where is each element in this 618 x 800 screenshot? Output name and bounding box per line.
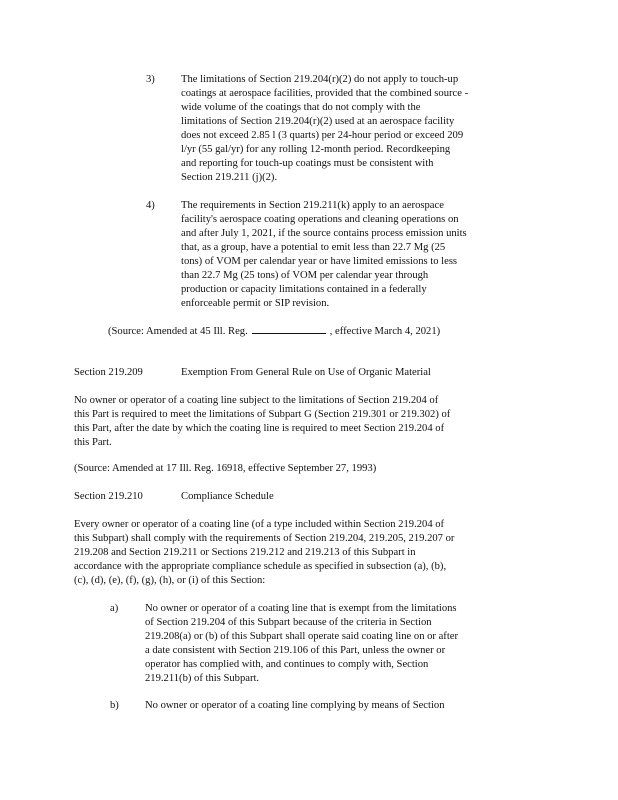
- section-209-number: Section 219.209: [74, 367, 143, 378]
- text-line: operator has complied with, and continues to comply with, Section: [145, 659, 429, 670]
- subsection-b-label: b): [110, 700, 119, 711]
- section-209-title: Exemption From General Rule on Use of Organic Material: [181, 367, 431, 378]
- text-line: wide volume of the coatings that do not comply with the: [181, 102, 421, 113]
- item-4-number: 4): [146, 200, 155, 211]
- section-210-number: Section 219.210: [74, 491, 143, 502]
- item-3-number: 3): [146, 74, 155, 85]
- section-210-title: Compliance Schedule: [181, 491, 274, 502]
- text-line: and reporting for touch-up coatings must be consistent with: [181, 158, 434, 169]
- text-line: that, as a group, have a potential to emit less than 22.7 Mg (25: [181, 242, 446, 253]
- text-line: limitations of Section 219.204(r)(2) used at an aerospace facility: [181, 116, 455, 127]
- text-line: coatings at aerospace facilities, provided that the combined source -: [181, 88, 469, 99]
- text-line: this Subpart) shall comply with the requirements of Section 219.204, 219.205, 219.207 or: [74, 533, 455, 544]
- text-line: The limitations of Section 219.204(r)(2) do not apply to touch-up: [181, 74, 459, 85]
- text-line: tons) of VOM per calendar year or have limited emissions to less: [181, 256, 458, 267]
- source-note: [108, 324, 440, 338]
- text-line: 219.208 and Section 219.211 or Sections 219.212 and 219.213 of this Subpart in: [74, 547, 416, 558]
- text-line: l/yr (55 gal/yr) for any rolling 12-month period. Recordkeeping: [181, 144, 451, 155]
- text-line: enforceable permit or SIP revision.: [181, 298, 330, 309]
- text-line: The requirements in Section 219.211(k) apply to an aerospace: [181, 200, 444, 211]
- text-line: No owner or operator of a coating line that is exempt from the limitations: [145, 603, 457, 614]
- text-line: accordance with the appropriate compliance schedule as specified in subsection (a), (b),: [74, 561, 447, 572]
- blank-underline: [252, 324, 326, 334]
- text-line: of Section 219.204 of this Subpart because of the criteria in Section: [145, 617, 432, 628]
- text-line: Section 219.211 (j)(2).: [181, 172, 278, 183]
- section-209-source: (Source: Amended at 17 Ill. Reg. 16918, effective September 27, 1993): [74, 463, 377, 474]
- subsection-a-label: a): [110, 603, 119, 614]
- text-line: 219.208(a) or (b) of this Subpart shall operate said coating line on or after: [145, 631, 459, 642]
- text-line: production or capacity limitations contained in a federally: [181, 284, 427, 295]
- text-line: Every owner or operator of a coating line (of a type included within Section 219.204 of: [74, 519, 445, 530]
- text-line: No owner or operator of a coating line complying by means of Section: [145, 700, 445, 711]
- source-note-suffix: , effective March 4, 2021): [329, 326, 441, 337]
- text-line: does not exceed 2.85 l (3 quarts) per 24-hour period or exceed 209: [181, 130, 464, 141]
- source-note-prefix: (Source: Amended at 45 Ill. Reg.: [108, 326, 248, 337]
- text-line: (c), (d), (e), (f), (g), (h), or (i) of this Section:: [74, 575, 266, 586]
- text-line: facility's aerospace coating operations and cleaning operations on: [181, 214, 459, 225]
- text-line: this Part is required to meet the limitations of Subpart G (Section 219.301 or 219.302) of: [74, 409, 451, 420]
- text-line: No owner or operator of a coating line subject to the limitations of Section 219.204 of: [74, 395, 439, 406]
- text-line: this Part, after the date by which the coating line is required to meet Section 219.204 of: [74, 423, 445, 434]
- text-line: a date consistent with Section 219.106 of this Part, unless the owner or: [145, 645, 446, 656]
- text-line: 219.211(b) of this Subpart.: [145, 673, 260, 684]
- text-line: than 22.7 Mg (25 tons) of VOM per calendar year through: [181, 270, 429, 281]
- text-line: and after July 1, 2021, if the source contains process emission units: [181, 228, 467, 239]
- text-line: this Part.: [74, 437, 112, 448]
